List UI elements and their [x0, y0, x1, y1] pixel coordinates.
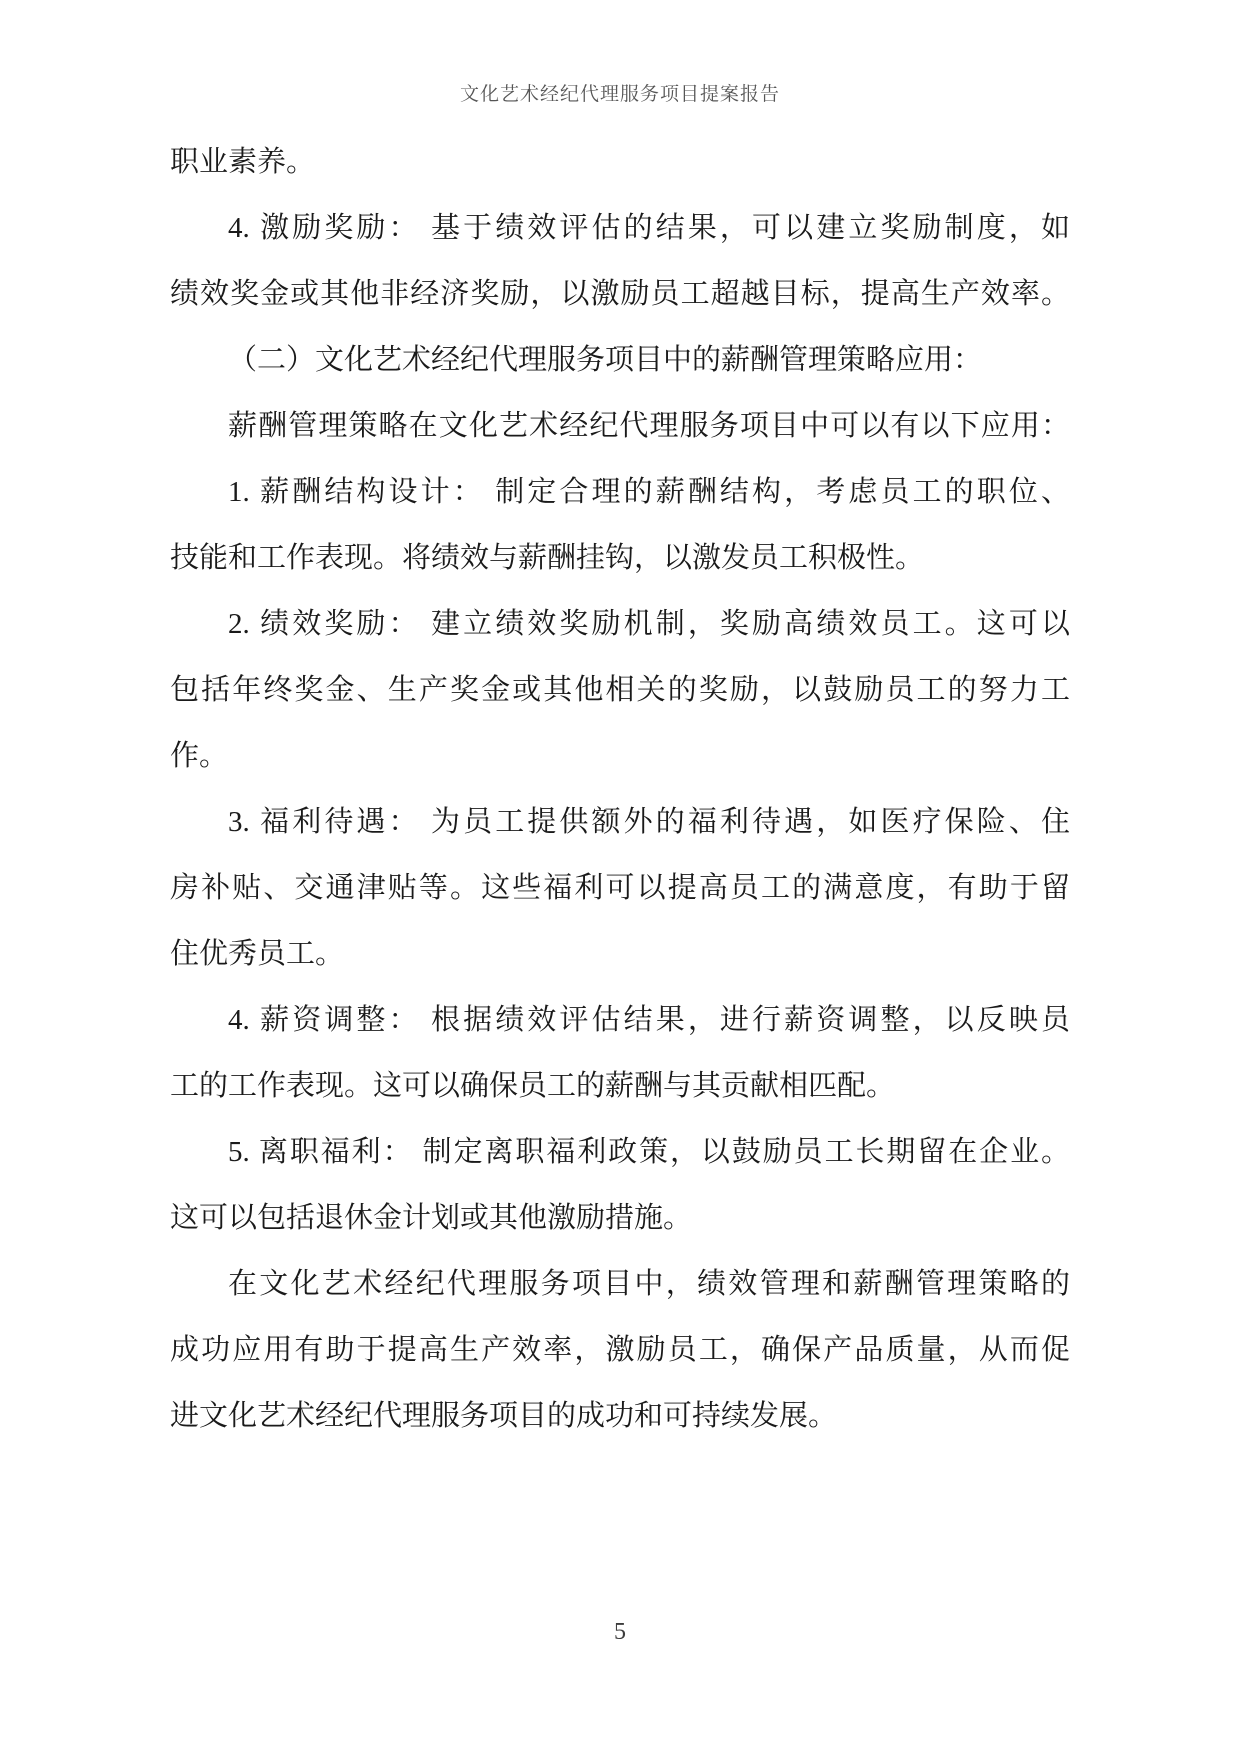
body-line: 技能和工作表现。将绩效与薪酬挂钩，以激发员工积极性。: [170, 542, 925, 574]
body-line: 1. 薪酬结构设计： 制定合理的薪酬结构，考虑员工的职位、: [228, 476, 1070, 508]
document-body: [170, 129, 1070, 1449]
body-line: 在文化艺术经纪代理服务项目中，绩效管理和薪酬管理策略的: [228, 1268, 1070, 1300]
body-line: 作。: [170, 740, 229, 772]
body-line: 薪酬管理策略在文化艺术经纪代理服务项目中可以有以下应用：: [228, 410, 1070, 442]
body-line: （二）文化艺术经纪代理服务项目中的薪酬管理策略应用：: [228, 344, 983, 376]
body-line: 这可以包括退休金计划或其他激励措施。: [170, 1202, 693, 1234]
body-line: 3. 福利待遇： 为员工提供额外的福利待遇，如医疗保险、住: [228, 806, 1070, 838]
body-line: 4. 激励奖励： 基于绩效评估的结果，可以建立奖励制度，如: [228, 212, 1070, 244]
body-line: 工的工作表现。这可以确保员工的薪酬与其贡献相匹配。: [170, 1070, 896, 1102]
body-line: 包括年终奖金、生产奖金或其他相关的奖励，以鼓励员工的努力工: [170, 674, 1070, 706]
body-line: 进文化艺术经纪代理服务项目的成功和可持续发展。: [170, 1400, 838, 1432]
page-number: 5: [614, 1619, 626, 1645]
body-line: 房补贴、交通津贴等。这些福利可以提高员工的满意度，有助于留: [170, 872, 1070, 904]
body-line: 2. 绩效奖励： 建立绩效奖励机制，奖励高绩效员工。这可以: [228, 608, 1070, 640]
page-header-title: 文化艺术经纪代理服务项目提案报告: [459, 84, 780, 105]
body-line: 成功应用有助于提高生产效率，激励员工，确保产品质量，从而促: [170, 1334, 1070, 1366]
body-line: 住优秀员工。: [170, 938, 345, 970]
body-line: 职业素养。: [170, 146, 316, 178]
body-line: 绩效奖金或其他非经济奖励，以激励员工超越目标，提高生产效率。: [170, 278, 1070, 310]
body-line: 5. 离职福利： 制定离职福利政策，以鼓励员工长期留在企业。: [228, 1136, 1070, 1168]
body-line: 4. 薪资调整： 根据绩效评估结果，进行薪资调整，以反映员: [228, 1004, 1070, 1036]
